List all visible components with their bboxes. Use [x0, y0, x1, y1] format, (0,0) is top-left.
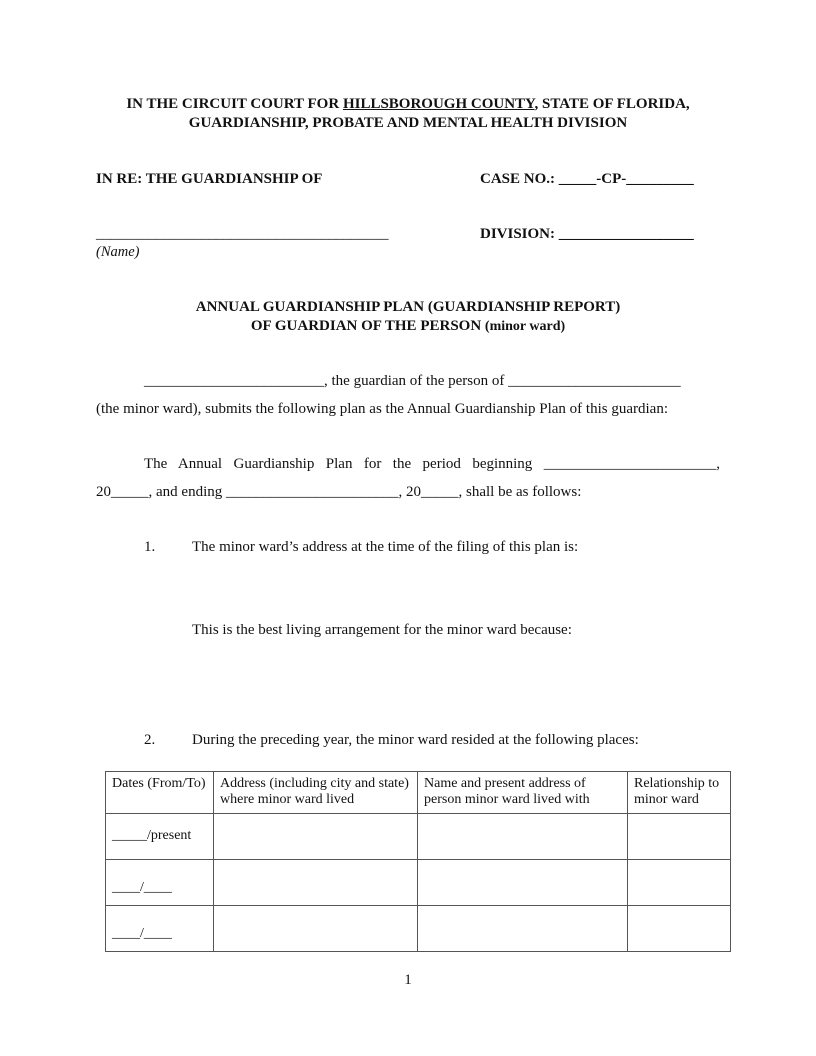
address-cell[interactable] [214, 860, 418, 906]
dates-value: _____/present [112, 828, 192, 843]
person-cell[interactable] [418, 860, 628, 906]
in-re-label: IN RE: THE GUARDIANSHIP OF [96, 171, 323, 187]
relationship-cell[interactable] [628, 860, 731, 906]
dates-value: ____/____ [112, 880, 172, 895]
dates-cell[interactable] [106, 814, 214, 860]
document-title-line1: ANNUAL GUARDIANSHIP PLAN (GUARDIANSHIP REPORT) [195, 299, 621, 315]
person-cell[interactable] [418, 814, 628, 860]
page-number: 1 [404, 972, 412, 988]
case-number-field: CASE NO.: _____-CP-_________ [480, 171, 694, 187]
relationship-cell[interactable] [628, 814, 731, 860]
dates-cell[interactable] [106, 906, 214, 952]
period-paragraph-line1: The Annual Guardianship Plan for the period beginning _______________________, [144, 456, 720, 472]
relationship-cell[interactable] [628, 906, 731, 952]
header-address: Address (including city and state) where minor ward lived [214, 772, 418, 814]
item1-subtext: This is the best living arrangement for the minor ward because: [192, 622, 572, 638]
name-label: (Name) [96, 244, 140, 260]
period-paragraph-line2: 20_____, and ending _______________________, 20_____, shall be as follows: [96, 484, 582, 500]
intro-paragraph1-line2: (the minor ward), submits the following plan as the Annual Guardianship Plan of this guardian: [96, 401, 668, 417]
court-heading [0, 96, 816, 113]
title-line2-minor-ward: (minor ward) [484, 319, 566, 334]
document-title-line2 [0, 318, 816, 335]
header-relationship: Relationship to minor ward [628, 772, 731, 814]
court-suffix: , STATE OF FLORIDA, [534, 96, 690, 112]
table-header-row [106, 772, 731, 814]
dates-value: ____/____ [112, 926, 172, 941]
header-person: Name and present address of person minor ward lived with [418, 772, 628, 814]
table-row [106, 860, 731, 906]
division-heading: GUARDIANSHIP, PROBATE AND MENTAL HEALTH DIVISION [188, 115, 628, 131]
person-cell[interactable] [418, 906, 628, 952]
header-dates: Dates (From/To) [106, 772, 214, 814]
residence-table [105, 771, 731, 952]
address-cell[interactable] [214, 906, 418, 952]
item2-text: During the preceding year, the minor ward resided at the following places: [192, 732, 639, 748]
county-name: HILLSBOROUGH COUNTY [342, 96, 535, 112]
address-cell[interactable] [214, 814, 418, 860]
item1-number: 1. [144, 539, 156, 555]
table-row [106, 906, 731, 952]
table-row [106, 814, 731, 860]
intro-paragraph1-line1: ________________________, the guardian of the person of _______________________ [144, 373, 681, 389]
court-prefix: IN THE CIRCUIT COURT FOR [126, 96, 343, 112]
dates-cell[interactable] [106, 860, 214, 906]
ward-name-line: _______________________________________ [96, 226, 389, 242]
item2-number: 2. [144, 732, 156, 748]
item1-text: The minor ward’s address at the time of the filing of this plan is: [192, 539, 579, 555]
title-line2-main: OF GUARDIAN OF THE PERSON [250, 318, 485, 334]
division-field: DIVISION: __________________ [480, 226, 694, 242]
